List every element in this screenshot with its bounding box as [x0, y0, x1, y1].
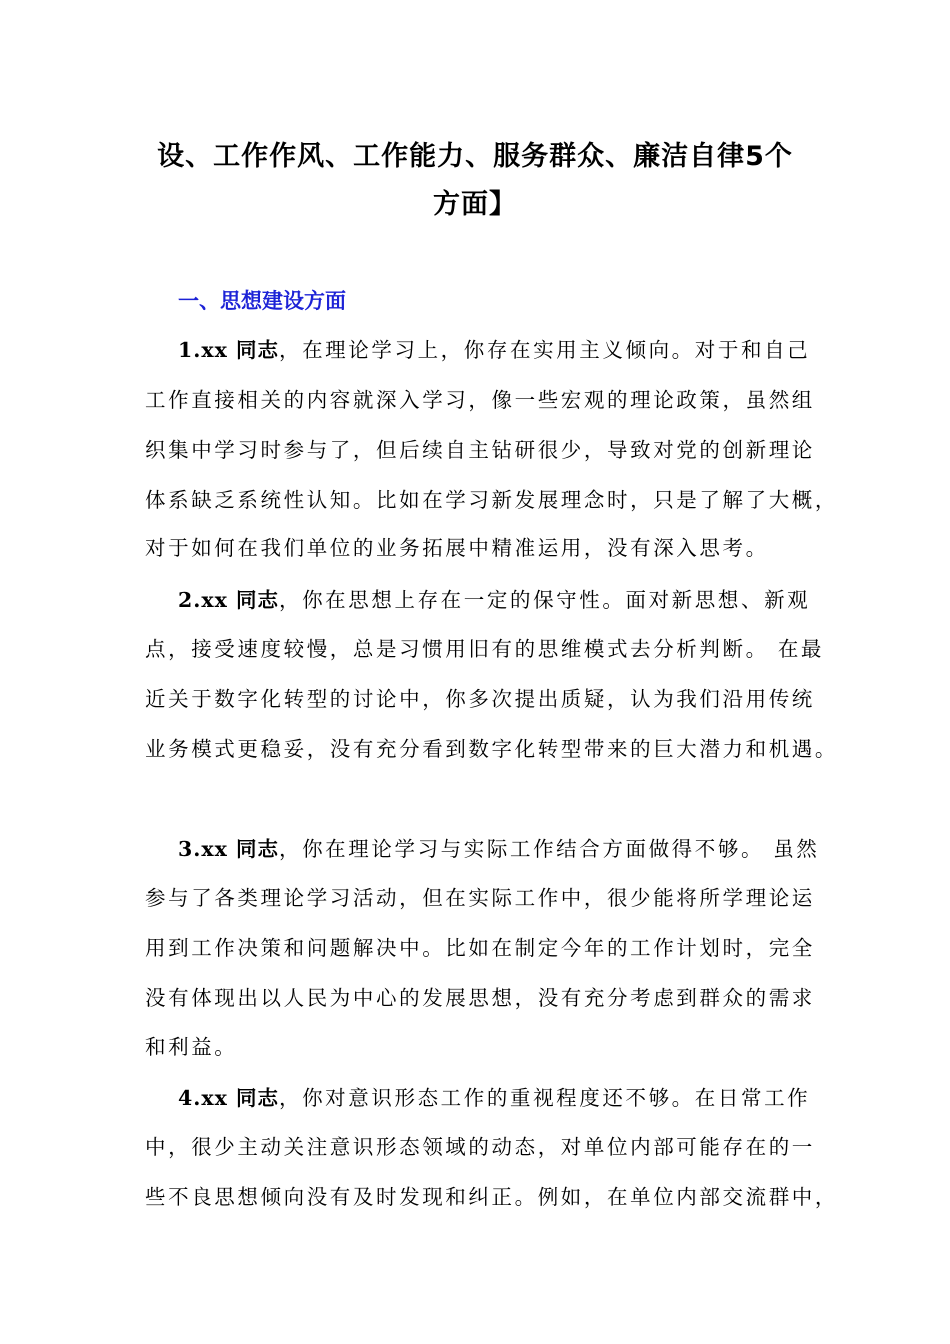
- paragraph-3-line: [145, 983, 835, 1013]
- paragraph-text: ，你在思想上存在一定的保守性。面对新思想、新观: [278, 588, 811, 612]
- paragraph-text: 些不良思想倾向没有及时发现和纠正。例如，在单位内部交流群中，: [145, 1185, 838, 1209]
- paragraph-text: ，在理论学习上，你存在实用主义倾向。对于和自己: [278, 338, 811, 362]
- paragraph-2-line: [145, 734, 838, 764]
- paragraph-4-line: [145, 1182, 838, 1212]
- paragraph-text: 用到工作决策和问题解决中。比如在制定今年的工作计划时，完全: [145, 936, 815, 960]
- document-title-line-2: 方面】: [433, 189, 517, 220]
- paragraph-text: 点，接受速度较慢，总是习惯用旧有的思维模式去分析判断。 在最: [145, 637, 825, 661]
- paragraph-text: ，你在理论学习与实际工作结合方面做得不够。 虽然: [278, 837, 820, 861]
- paragraph-text: 体系缺乏系统性认知。比如在学习新发展理念时，只是了解了大概，: [145, 488, 838, 512]
- paragraph-text: 工作直接相关的内容就深入学习，像一些宏观的理论政策，虽然组: [145, 388, 815, 412]
- paragraph-lead: 3.xx 同志: [178, 837, 279, 861]
- paragraph-text: 参与了各类理论学习活动，但在实际工作中，很少能将所学理论运: [145, 886, 815, 910]
- paragraph-text: 对于如何在我们单位的业务拓展中精准运用，没有深入思考。: [145, 536, 769, 560]
- document-title-line-1: 设、工作作风、工作能力、服务群众、廉洁自律5个: [157, 141, 793, 172]
- paragraph-lead: 2.xx 同志: [178, 588, 279, 612]
- paragraph-1-line: [145, 385, 835, 415]
- paragraph-4-line: [145, 1132, 835, 1162]
- paragraph-text: 近关于数字化转型的讨论中，你多次提出质疑，认为我们沿用传统: [145, 687, 815, 711]
- paragraph-text: 业务模式更稳妥，没有充分看到数字化转型带来的巨大潜力和机遇。: [145, 737, 838, 761]
- section-heading: 一、思想建设方面: [178, 289, 346, 313]
- paragraph-3-line: [145, 1032, 835, 1062]
- paragraph-text: 中，很少主动关注意识形态领域的动态，对单位内部可能存在的一: [145, 1135, 815, 1159]
- paragraph-3-line: [145, 883, 835, 913]
- paragraph-3-line: [145, 933, 835, 963]
- paragraph-4-line: [178, 1083, 868, 1113]
- paragraph-1-line: [145, 533, 835, 563]
- paragraph-text: 织集中学习时参与了，但后续自主钻研很少，导致对党的创新理论: [145, 438, 815, 462]
- paragraph-text: 和利益。: [145, 1035, 238, 1059]
- paragraph-2-line: [178, 585, 868, 615]
- paragraph-2-line: [145, 634, 835, 664]
- paragraph-1-line: [178, 335, 868, 365]
- paragraph-lead: 4.xx 同志: [178, 1086, 279, 1110]
- paragraph-3-line: [178, 834, 868, 864]
- paragraph-1-line: [145, 485, 838, 515]
- paragraph-text: ，你对意识形态工作的重视程度还不够。在日常工作: [278, 1086, 811, 1110]
- paragraph-text: 没有体现出以人民为中心的发展思想，没有充分考虑到群众的需求: [145, 986, 815, 1010]
- paragraph-2-line: [145, 684, 835, 714]
- paragraph-1-line: [145, 435, 835, 465]
- paragraph-lead: 1.xx 同志: [178, 338, 279, 362]
